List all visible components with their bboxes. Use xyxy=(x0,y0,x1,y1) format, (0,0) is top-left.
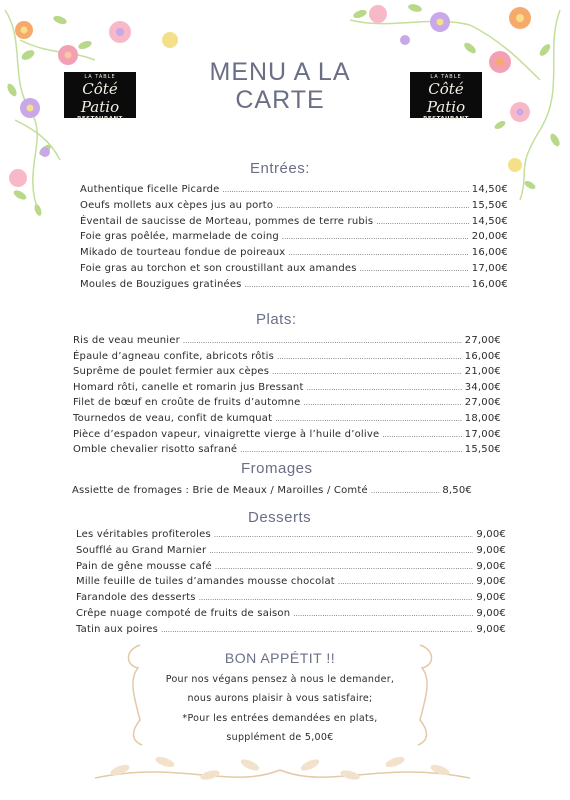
menu-item-row xyxy=(80,183,508,197)
menu-item-price: 34,00€ xyxy=(464,381,501,393)
menu-item-name: Tatin aux poires xyxy=(76,623,159,635)
menu-item-price: 9,00€ xyxy=(476,623,506,635)
menu-item-row xyxy=(73,428,501,442)
dot-leader xyxy=(382,428,461,442)
menu-item-name: Les véritables profiteroles xyxy=(76,529,211,540)
menu-item-name: Farandole des desserts xyxy=(76,592,196,604)
dot-leader xyxy=(371,484,440,498)
menu-item-name: Éventail de saucisse de Morteau, pommes de terre rubis xyxy=(80,215,374,227)
menu-item-price: 14,50€ xyxy=(471,215,508,227)
dot-leader xyxy=(215,560,473,574)
dot-leader xyxy=(282,230,469,244)
menu-item-row xyxy=(76,591,506,605)
dot-leader xyxy=(183,334,462,348)
vegan-note-line2: nous aurons plaisir à vous satisfaire; xyxy=(187,693,373,704)
menu-item-price: 15,50€ xyxy=(464,444,501,456)
menu-item-name: Épaule d’agneau confite, abricots rôtis xyxy=(73,350,275,362)
menu-item-row xyxy=(73,350,501,364)
restaurant-logo-left: LA TABLE Côté Patio RESTAURANT xyxy=(64,72,136,118)
menu-item-name: Foie gras au torchon et son croustillant aux amandes xyxy=(80,263,357,274)
dot-leader xyxy=(376,215,468,229)
dot-leader xyxy=(360,262,469,276)
dot-leader xyxy=(223,183,469,197)
restaurant-logo-right: LA TABLE Côté Patio RESTAURANT xyxy=(410,72,482,118)
menu-item-row xyxy=(76,623,506,637)
menu-item-price: 17,00€ xyxy=(464,428,501,440)
menu-item-row xyxy=(80,215,508,229)
page-title xyxy=(170,58,390,114)
menu-item-name: Assiette de fromages : Brie de Meaux / Maroilles / Comté xyxy=(72,485,368,496)
menu-item-price: 27,00€ xyxy=(464,397,501,409)
menu-item-name: Crêpe nuage compoté de fruits de saison xyxy=(76,608,291,619)
menu-item-row xyxy=(80,262,508,276)
menu-item-row xyxy=(73,396,501,410)
menu-item-name: Pain de gêne mousse café xyxy=(76,560,212,572)
supplement-note-line1: *Pour les entrées demandées en plats, xyxy=(182,713,378,724)
dot-leader xyxy=(214,528,473,542)
menu-item-row xyxy=(80,230,508,244)
menu-item-row xyxy=(80,278,508,292)
dot-leader xyxy=(338,575,473,589)
dot-leader xyxy=(161,623,473,637)
menu-item-row xyxy=(76,607,506,621)
menu-item-price: 17,00€ xyxy=(471,263,508,274)
menu-item-name: Omble chevalier risotto safrané xyxy=(73,444,238,456)
section-title-entrees: Entrées: xyxy=(250,160,310,177)
section-title-plats: Plats: xyxy=(256,311,297,328)
menu-item-price: 16,00€ xyxy=(471,247,508,259)
menu-item-name: Mille feuille de tuiles d’amandes mousse chocolat xyxy=(76,576,335,588)
dot-leader xyxy=(277,350,462,364)
menu-item-price: 9,00€ xyxy=(476,608,506,619)
menu-item-name: Pièce d’espadon vapeur, vinaigrette vierge à l’huile d’olive xyxy=(73,428,380,440)
menu-item-name: Moules de Bouzigues gratinées xyxy=(80,278,242,290)
menu-item-row xyxy=(76,560,506,574)
dot-leader xyxy=(288,246,468,260)
menu-item-row xyxy=(76,528,506,542)
menu-item-name: Authentique ficelle Picarde xyxy=(80,184,220,195)
menu-item-price: 9,00€ xyxy=(476,576,506,588)
menu-item-row xyxy=(76,575,506,589)
menu-item-name: Mikado de tourteau fondue de poireaux xyxy=(80,247,286,259)
dot-leader xyxy=(304,396,462,410)
menu-item-name: Tournedos de veau, confit de kumquat xyxy=(73,413,273,424)
dot-leader xyxy=(209,544,473,558)
bon-appetit-heading: BON APPÉTIT !! xyxy=(224,650,336,666)
menu-item-row xyxy=(73,381,501,395)
menu-item-price: 21,00€ xyxy=(464,366,501,378)
section-title-fromages: Fromages xyxy=(241,460,313,477)
menu-item-name: Foie gras poêlée, marmelade de coing xyxy=(80,231,279,243)
menu-item-name: Ris de veau meunier xyxy=(73,335,180,346)
menu-item-name: Soufflé au Grand Marnier xyxy=(76,544,207,556)
dot-leader xyxy=(272,365,462,379)
menu-item-row xyxy=(80,246,508,260)
dot-leader xyxy=(245,278,469,292)
menu-item-name: Oeufs mollets aux cèpes jus au porto xyxy=(80,199,274,211)
menu-item-name: Homard rôti, canelle et romarin jus Bressant xyxy=(73,381,304,393)
vegan-note-line1: Pour nos végans pensez à nous le demander, xyxy=(165,674,395,685)
menu-item-row xyxy=(72,484,472,498)
dot-leader xyxy=(199,591,474,605)
menu-item-name: Suprême de poulet fermier aux cèpes xyxy=(73,366,270,378)
supplement-note-line2: supplément de 5,00€ xyxy=(226,732,334,743)
menu-item-price: 9,00€ xyxy=(476,544,506,556)
menu-item-price: 8,50€ xyxy=(442,485,472,496)
menu-item-row xyxy=(73,412,501,426)
dot-leader xyxy=(240,443,462,457)
menu-item-price: 18,00€ xyxy=(464,413,501,424)
dot-leader xyxy=(276,199,469,213)
section-title-desserts: Desserts xyxy=(248,509,312,526)
menu-item-price: 14,50€ xyxy=(471,184,508,195)
menu-item-name: Filet de bœuf en croûte de fruits d’automne xyxy=(73,397,301,409)
menu-item-row xyxy=(73,365,501,379)
menu-item-row xyxy=(73,334,501,348)
menu-item-price: 9,00€ xyxy=(476,560,506,572)
footer-leaves xyxy=(109,755,451,782)
menu-item-price: 20,00€ xyxy=(471,231,508,243)
dot-leader xyxy=(293,607,473,621)
menu-item-row xyxy=(76,544,506,558)
menu-item-price: 9,00€ xyxy=(476,529,506,540)
page-title-line2: CARTE xyxy=(235,86,325,114)
menu-item-price: 15,50€ xyxy=(471,199,508,211)
menu-item-price: 16,00€ xyxy=(471,278,508,290)
dot-leader xyxy=(307,381,462,395)
dot-leader xyxy=(275,412,462,426)
menu-item-row xyxy=(73,443,501,457)
menu-item-price: 9,00€ xyxy=(476,592,506,604)
menu-item-price: 27,00€ xyxy=(464,335,501,346)
menu-item-price: 16,00€ xyxy=(464,350,501,362)
page-title-line1: MENU A LA xyxy=(209,58,351,86)
menu-item-row xyxy=(80,199,508,213)
